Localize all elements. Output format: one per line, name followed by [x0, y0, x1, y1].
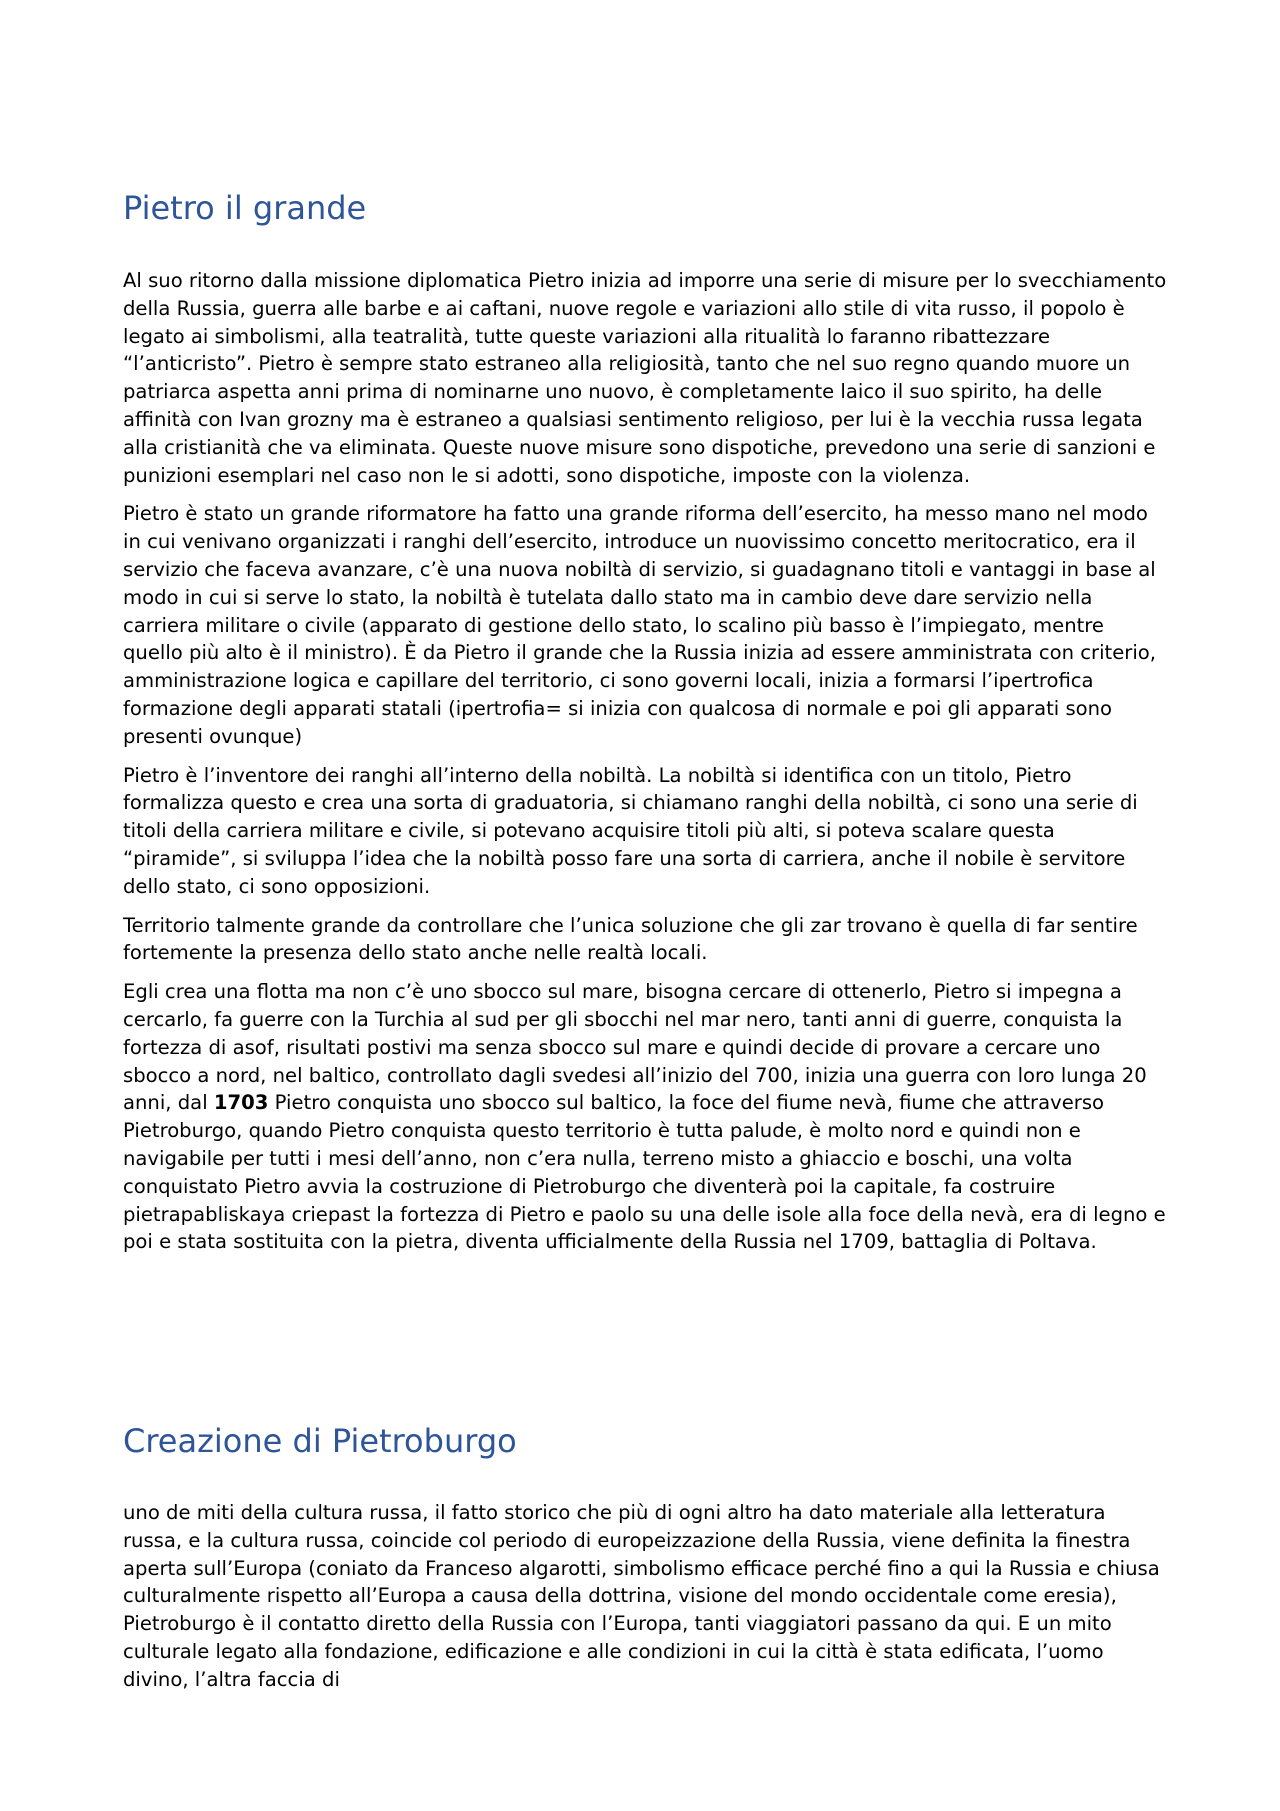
- paragraph-text: Egli crea una flotta ma non c’è uno sbocco sul mare, bisogna cercare di ottenerlo, Pietro si impegna a cercarlo, fa guerre con la Turchia al sud per gli sbocchi nel mar nero, tanti anni di guerre, conquista la fortezza di asof, risultati postivi ma senza sbocco sul mare e quindi decide di provare a cercare uno sbocco a nord, nel baltico, controllato dagli svedesi all’inizio del 700, inizia una guerra con loro lunga 20 anni, dal: [123, 980, 1147, 1115]
- section-heading-pietro-il-grande: Pietro il grande: [123, 189, 367, 227]
- paragraph-flotta: [123, 978, 1168, 1256]
- paragraph: uno de miti della cultura russa, il fatto storico che più di ogni altro ha dato materiale alla letteratura russa, e la cultura russa, coincide col periodo di europeizzazione della Russia, viene definita la finestra aperta sull’Europa (coniato da Franceso algarotti, simbolismo efficace perché fino a qui la Russia e chiusa culturalmente rispetto all’Europa a causa della dottrina, visione del mondo occidentale come eresia), Pietroburgo è il contatto diretto della Russia con l’Europa, tanti viaggiatori passano da qui. E un mito culturale legato alla fondazione, edificazione e alle condizioni in cui la città è stata edificata, l’uomo divino, l’altra faccia di: [123, 1501, 1160, 1691]
- paragraph: Pietro è l’inventore dei ranghi all’interno della nobiltà. La nobiltà si identifica con un titolo, Pietro formalizza questo e crea una sorta di graduatoria, si chiamano ranghi della nobiltà, ci sono una serie di titoli della carriera militare e civile, si potevano acquisire titoli più alti, si poteva scalare questa “piramide”, si sviluppa l’idea che la nobiltà posso fare una sorta di carriera, anche il nobile è servitore dello stato, ci sono opposizioni.: [123, 763, 1138, 898]
- paragraph-text: Pietro conquista uno sbocco sul baltico, la foce del fiume nevà, fiume che attraverso Pietroburgo, quando Pietro conquista questo territorio è tutta palude, è molto nord e quindi non e navigabile per tutti i mesi dell’anno, non c’era nulla, terreno misto a ghiaccio e boschi, una volta conquistato Pietro avvia la costruzione di Pietroburgo che diventerà poi la capitale, fa costruire pietrapabliskaya criepast la fortezza di Pietro e paolo su una delle isole alla foce della nevà, era di legno e poi e stata sostituita con la pietra, diventa ufficialmente della Russia nel 1709, battaglia di Poltava.: [123, 1091, 1166, 1254]
- section-heading-creazione-di-pietroburgo: Creazione di Pietroburgo: [123, 1422, 517, 1460]
- paragraph: Territorio talmente grande da controllare che l’unica soluzione che gli zar trovano è quella di far sentire fortemente la presenza dello stato anche nelle realtà locali.: [123, 913, 1138, 965]
- bold-year: 1703: [213, 1091, 269, 1115]
- paragraph: Pietro è stato un grande riformatore ha fatto una grande riforma dell’esercito, ha messo mano nel modo in cui venivano organizzati i ranghi dell’esercito, introduce un nuovissimo concetto meritocratico, era il servizio che faceva avanzare, c’è una nuova nobiltà di servizio, si guadagnano titoli e vantaggi in base al modo in cui si serve lo stato, la nobiltà è tutelata dallo stato ma in cambio deve dare servizio nella carriera militare o civile (apparato di gestione dello stato, lo scalino più basso è l’impiegato, mentre quello più alto è il ministro). È da Pietro il grande che la Russia inizia ad essere amministrata con criterio, amministrazione logica e capillare del territorio, ci sono governi locali, inizia a formarsi l’ipertrofica formazione degli apparati statali (ipertrofia= si inizia con qualcosa di normale e poi gli apparati sono presenti ovunque): [123, 502, 1156, 748]
- section-creazione-di-pietroburgo: [123, 1499, 1168, 1705]
- paragraph: Al suo ritorno dalla missione diplomatica Pietro inizia ad imporre una serie di misure per lo svecchiamento della Russia, guerra alle barbe e ai caftani, nuove regole e variazioni allo stile di vita russo, il popolo è legato ai simbolismi, alla teatralità, tutte queste variazioni alla ritualità lo faranno ribattezzare “l’anticristo”. Pietro è sempre stato estraneo alla religiosità, tanto che nel suo regno quando muore un patriarca aspetta anni prima di nominarne uno nuovo, è completamente laico il suo spirito, ha delle affinità con Ivan grozny ma è estraneo a qualsiasi sentimento religioso, per lui è la vecchia russa legata alla cristianità che va eliminata. Queste nuove misure sono dispotiche, prevedono una serie di sanzioni e punizioni esemplari nel caso non le si adotti, sono dispotiche, imposte con la violenza.: [123, 269, 1167, 487]
- section-pietro-il-grande: [123, 267, 1168, 1267]
